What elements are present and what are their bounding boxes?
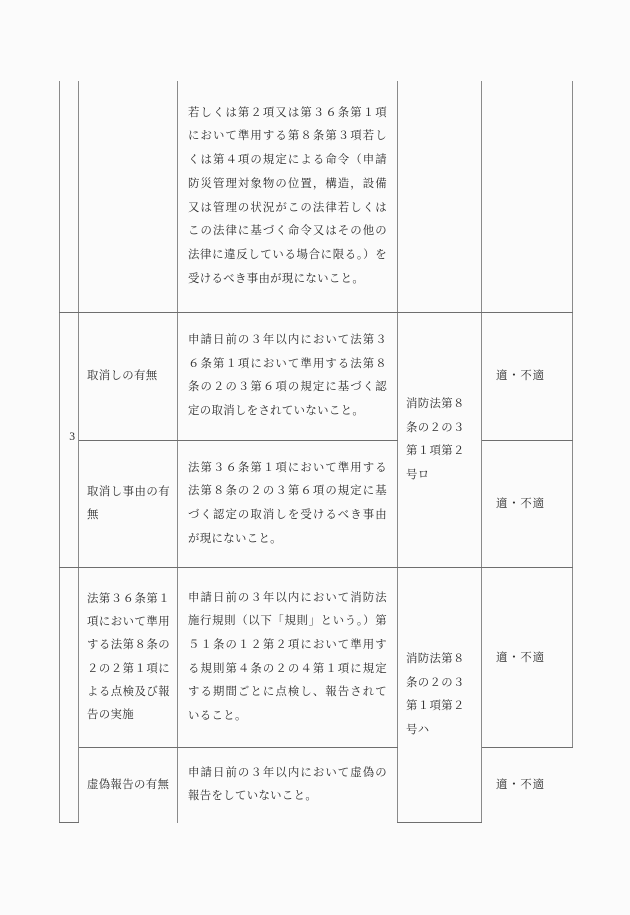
inspection-criteria-table — [59, 81, 573, 823]
judgement-cell — [482, 440, 573, 568]
table-row — [60, 748, 573, 823]
inspection-item-text: 虚偽報告の有無 — [87, 778, 170, 791]
judgement-cell — [482, 748, 573, 823]
inspection-item-text: 法第３６条第１項において準用する法第８条の２の２第１項による点検及び報告の実施 — [87, 592, 170, 722]
inspection-item-cell — [79, 748, 178, 823]
table-row — [60, 313, 573, 441]
judgement-text: 適・不適 — [496, 370, 545, 383]
inspection-item-text: 取消しの有無 — [87, 369, 158, 382]
legal-basis-text: 消防法第８条の２の３第１項第２号ハ — [406, 653, 465, 736]
inspection-item-cell — [79, 440, 178, 568]
inspection-item-text — [79, 189, 177, 205]
criteria-description-text: 法第３６条第１項において準用する法第８条の２の３第６項の規定に基づく認定の取消しを受けるべき事由が現にないこと。 — [188, 461, 387, 545]
criteria-description-cell — [178, 440, 398, 568]
judgement-text — [482, 189, 572, 205]
inspection-item-cell — [79, 81, 178, 313]
judgement-text: 適・不適 — [496, 651, 545, 664]
judgement-text: 適・不適 — [496, 779, 545, 792]
row-number-cell — [60, 568, 79, 823]
criteria-description-text: 若しくは第２項又は第３６条第１項において準用する第８条第３項若しくは第４項の規定による命令（申請防災管理対象物の位置，構造，設備又は管理の状況がこの法律若しくはこの法律に基づく命令又はその他の法律に違反している場合に限る。）を受けるべき事由が現にないこと。 — [188, 106, 387, 285]
criteria-description-cell — [178, 313, 398, 441]
judgement-cell — [482, 313, 573, 441]
inspection-item-cell — [79, 313, 178, 441]
criteria-description-text: 申請日前の３年以内において法第３６条第１項において準用する法第８条の２の３第６項の規定に基づく認定の取消しをされていないこと。 — [188, 333, 387, 418]
legal-basis-cell — [398, 81, 482, 313]
criteria-description-text: 申請日前の３年以内において虚偽の報告をしていないこと。 — [188, 766, 387, 803]
legal-basis-cell — [398, 313, 482, 568]
judgement-text: 適・不適 — [496, 497, 545, 510]
inspection-item-text: 取消し事由の有無 — [87, 485, 170, 521]
judgement-cell — [482, 81, 573, 313]
legal-basis-text: 消防法第８条の２の３第１項第２号ロ — [406, 398, 465, 481]
table-row — [60, 81, 573, 313]
table-row — [60, 440, 573, 568]
legal-basis-cell — [398, 568, 482, 823]
criteria-description-cell — [178, 748, 398, 823]
legal-basis-text — [398, 189, 481, 205]
row-number-cell — [60, 313, 79, 568]
criteria-description-cell — [178, 81, 398, 313]
row-number-text: 3 — [69, 430, 75, 444]
table-row — [60, 568, 573, 748]
row-number-cell — [60, 81, 79, 313]
judgement-cell — [482, 568, 573, 748]
criteria-description-text: 申請日前の３年以内において消防法施行規則（以下「規則」という。）第５１条の１２第２項において準用する規則第４条の２の４第１項に規定する期間ごとに点検し、報告されていること。 — [188, 591, 387, 723]
inspection-item-cell — [79, 568, 178, 748]
criteria-description-cell — [178, 568, 398, 748]
